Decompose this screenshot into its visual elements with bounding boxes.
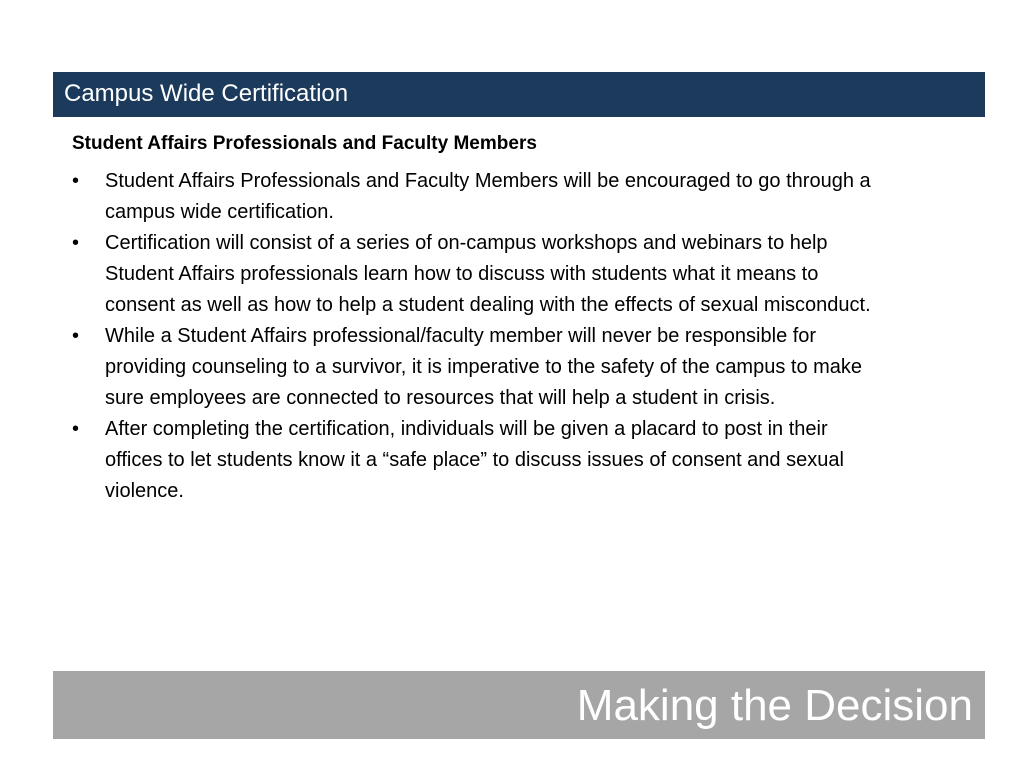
bullet-item <box>72 321 872 414</box>
bullet-item <box>72 228 872 321</box>
bullet-text: While a Student Affairs professional/faculty member will never be responsible for providing counseling to a survivor, it is imperative to the safety of the campus to make sure employees are connected to resources that will help a student in crisis. <box>105 325 863 409</box>
footer-title: Making the Decision <box>576 681 973 730</box>
header-bar <box>53 72 985 117</box>
bullet-text: Student Affairs Professionals and Faculty Members will be encouraged to go through a campus wide certification. <box>105 170 871 223</box>
section-subheading: Student Affairs Professionals and Faculty Members <box>72 133 537 154</box>
bullet-dot-icon: • <box>72 232 80 254</box>
bullet-list <box>72 166 872 507</box>
bullet-dot-icon: • <box>72 170 80 192</box>
bullet-text: After completing the certification, individuals will be given a placard to post in their offices to let students know it a “safe place” to discuss issues of consent and sexual violence. <box>105 418 844 502</box>
slide-title: Campus Wide Certification <box>64 79 349 107</box>
bullet-item <box>72 414 872 507</box>
slide-content <box>72 130 872 507</box>
bullet-text: Certification will consist of a series of on-campus workshops and webinars to help Student Affairs professionals learn how to discuss with students what it means to consent as well as how to help a student dealing with the effects of sexual misconduct. <box>105 232 871 316</box>
bullet-item <box>72 166 872 228</box>
footer-bar <box>53 671 985 739</box>
bullet-dot-icon: • <box>72 325 80 347</box>
bullet-dot-icon: • <box>72 418 80 440</box>
